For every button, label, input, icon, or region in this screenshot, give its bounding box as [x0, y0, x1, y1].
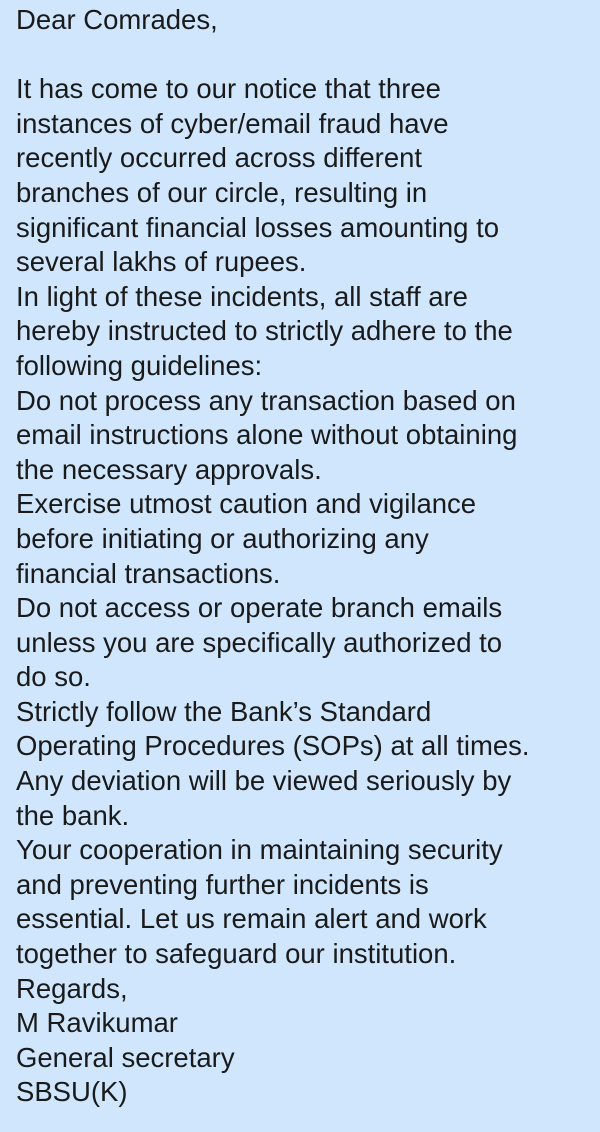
- guideline-branch-emails: [16, 591, 586, 695]
- text-line: the necessary approvals.: [16, 453, 322, 485]
- closing: Regards,: [16, 972, 128, 1004]
- guideline-email-transactions: [16, 384, 586, 488]
- text-line: following guidelines:: [16, 349, 263, 381]
- signature-org: SBSU(K): [16, 1076, 128, 1108]
- text-line: Operating Procedures (SOPs) at all times.: [16, 730, 530, 762]
- text-line: financial transactions.: [16, 557, 281, 589]
- text-line: unless you are specifically authorized to: [16, 626, 503, 658]
- greeting: Dear Comrades,: [16, 4, 218, 35]
- text-line: It has come to our notice that three: [16, 73, 441, 105]
- guideline-sops: [16, 695, 586, 833]
- signature-name: M Ravikumar: [16, 1007, 178, 1039]
- blank-line: [16, 38, 586, 73]
- text-line: significant financial losses amounting to: [16, 211, 500, 243]
- text-line: together to safeguard our institution.: [16, 938, 457, 970]
- text-line: branches of our circle, resulting in: [16, 176, 428, 208]
- paragraph-cooperation: [16, 833, 586, 971]
- message-body: [0, 3, 600, 1132]
- text-line: Strictly follow the Bank’s Standard: [16, 695, 432, 727]
- text-line: the bank.: [16, 799, 130, 831]
- text-line: recently occurred across different: [16, 142, 423, 174]
- signature-title: General secretary: [16, 1041, 235, 1073]
- text-line: essential. Let us remain alert and work: [16, 903, 487, 935]
- text-line: Exercise utmost caution and vigilance: [16, 488, 477, 520]
- text-line: before initiating or authorizing any: [16, 522, 429, 554]
- paragraph-notice: [16, 72, 586, 280]
- text-line: Do not access or operate branch emails: [16, 592, 503, 624]
- paragraph-instruction: [16, 280, 586, 384]
- text-line: and preventing further incidents is: [16, 868, 429, 900]
- text-line: do so.: [16, 661, 91, 693]
- text-line: Any deviation will be viewed seriously by: [16, 765, 512, 797]
- text-line: email instructions alone without obtaining: [16, 419, 518, 451]
- guideline-caution: [16, 487, 586, 591]
- text-line: In light of these incidents, all staff are: [16, 280, 468, 312]
- text-line: hereby instructed to strictly adhere to the: [16, 315, 513, 347]
- text-line: Do not process any transaction based on: [16, 384, 516, 416]
- text-line: several lakhs of rupees.: [16, 246, 307, 278]
- text-line: Your cooperation in maintaining security: [16, 834, 503, 866]
- text-line: instances of cyber/email fraud have: [16, 107, 449, 139]
